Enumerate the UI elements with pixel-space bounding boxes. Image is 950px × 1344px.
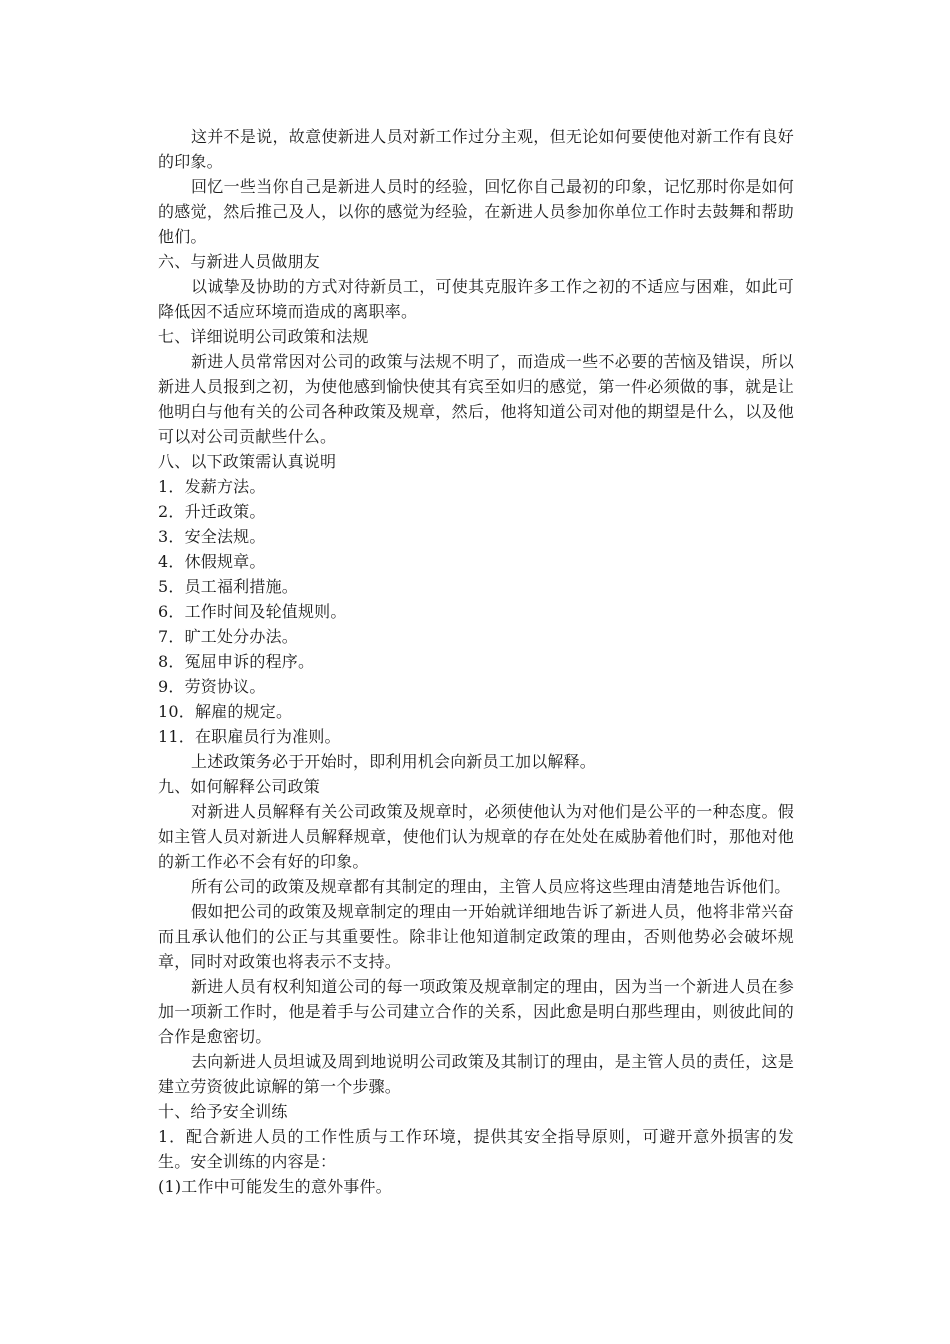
section-heading: 七、详细说明公司政策和法规 bbox=[158, 327, 369, 346]
paragraph: 新进人员有权利知道公司的每一项政策及规章制定的理由，因为当一个新进人员在参加一项新工作时，他是着手与公司建立合作的关系，因此愈是明白那些理由，则彼此间的合作是愈密切。 bbox=[158, 977, 794, 1046]
list-item: 8．冤屈申诉的程序。 bbox=[158, 652, 315, 671]
section-heading: 六、与新进人员做朋友 bbox=[158, 252, 321, 271]
section-heading: 十、给予安全训练 bbox=[158, 1102, 288, 1121]
list-item: 2．升迁政策。 bbox=[158, 502, 266, 521]
paragraph: 以诚挚及协助的方式对待新员工，可使其克服许多工作之初的不适应与困难，如此可降低因不适应环境而造成的离职率。 bbox=[158, 277, 794, 321]
list-item: (1)工作中可能发生的意外事件。 bbox=[158, 1177, 392, 1196]
list-item: 9．劳资协议。 bbox=[158, 677, 266, 696]
section-heading: 九、如何解释公司政策 bbox=[158, 777, 321, 796]
list-item: 1．发薪方法。 bbox=[158, 477, 266, 496]
paragraph: 去向新进人员坦诚及周到地说明公司政策及其制订的理由，是主管人员的责任，这是建立劳资彼此谅解的第一个步骤。 bbox=[158, 1052, 794, 1096]
paragraph: 所有公司的政策及规章都有其制定的理由，主管人员应将这些理由清楚地告诉他们。 bbox=[191, 877, 791, 896]
list-item: 7．旷工处分办法。 bbox=[158, 627, 298, 646]
list-item: 11．在职雇员行为准则。 bbox=[158, 727, 341, 746]
paragraph: 对新进人员解释有关公司政策及规章时，必须使他认为对他们是公平的一种态度。假如主管人员对新进人员解释规章，使他们认为规章的存在处处在威胁着他们时，那他对他的新工作必不会有好的印象。 bbox=[158, 802, 794, 871]
paragraph: 假如把公司的政策及规章制定的理由一开始就详细地告诉了新进人员，他将非常兴奋而且承认他们的公正与其重要性。除非让他知道制定政策的理由，否则他势必会破坏规章，同时对政策也将表示不支持。 bbox=[158, 902, 794, 971]
paragraph: 上述政策务必于开始时，即利用机会向新员工加以解释。 bbox=[191, 752, 597, 771]
paragraph: 这并不是说，故意使新进人员对新工作过分主观，但无论如何要使他对新工作有良好的印象。 bbox=[158, 127, 794, 171]
list-item: 10．解雇的规定。 bbox=[158, 702, 293, 721]
list-item: 6．工作时间及轮值规则。 bbox=[158, 602, 347, 621]
list-item: 5．员工福利措施。 bbox=[158, 577, 298, 596]
list-item: 4．休假规章。 bbox=[158, 552, 266, 571]
list-item: 1．配合新进人员的工作性质与工作环境，提供其安全指导原则，可避开意外损害的发生。安全训练的内容是： bbox=[158, 1127, 794, 1171]
document-body bbox=[158, 124, 794, 1199]
paragraph: 回忆一些当你自己是新进人员时的经验，回忆你自己最初的印象，记忆那时你是如何的感觉，然后推己及人，以你的感觉为经验，在新进人员参加你单位工作时去鼓舞和帮助他们。 bbox=[158, 177, 794, 246]
section-heading: 八、以下政策需认真说明 bbox=[158, 452, 337, 471]
paragraph: 新进人员常常因对公司的政策与法规不明了，而造成一些不必要的苦恼及错误，所以新进人员报到之初，为使他感到愉快使其有宾至如归的感觉，第一件必须做的事，就是让他明白与他有关的公司各种政策及规章，然后，他将知道公司对他的期望是什么，以及他可以对公司贡献些什么。 bbox=[158, 352, 794, 446]
list-item: 3．安全法规。 bbox=[158, 527, 266, 546]
